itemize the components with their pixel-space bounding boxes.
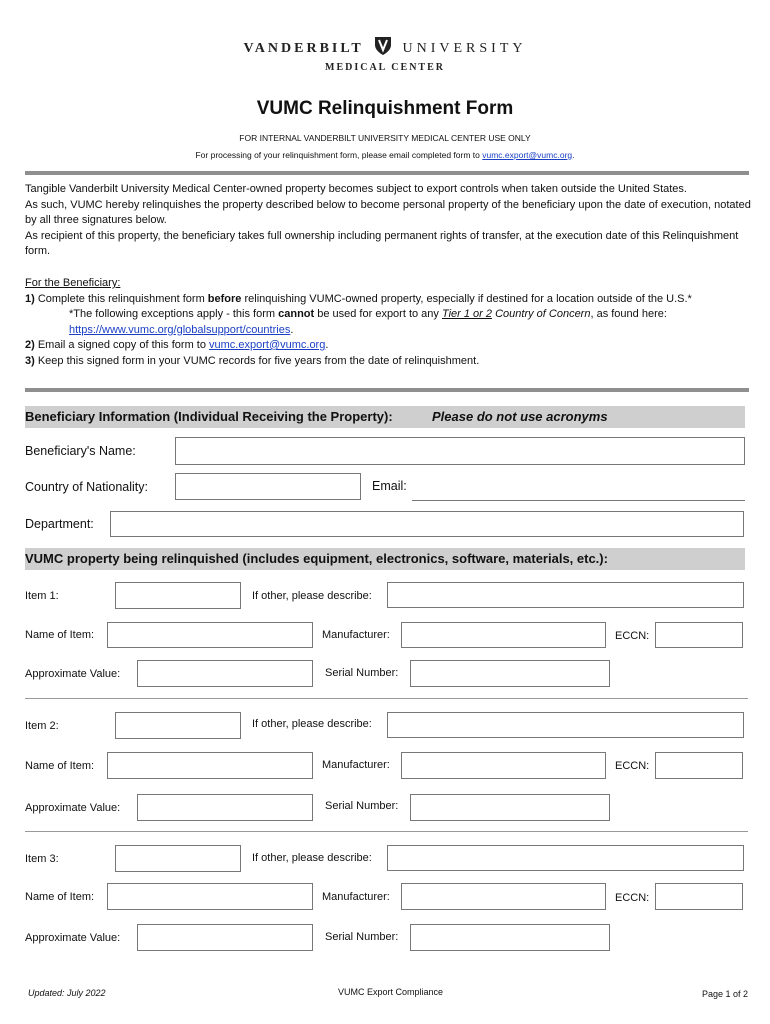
step-1-text-b: relinquishing VUMC-owned property, especially if destined for a location outside of the U.S.*: [241, 292, 692, 305]
item-2-name-field[interactable]: [107, 752, 313, 779]
item-3-value-field[interactable]: [137, 924, 313, 951]
item-3-manufacturer-field[interactable]: [401, 883, 606, 910]
intro-p1: Tangible Vanderbilt University Medical Center-owned property becomes subject to export controls when taken outside the United States.: [25, 183, 687, 195]
exceptions-note: [25, 307, 755, 323]
exc-country-of-concern: Country of Concern: [492, 308, 591, 320]
item-3-serial-label: Serial Number:: [325, 931, 399, 943]
intro-p3: As recipient of this property, the beneficiary takes full ownership including permanent rights of transfer, at the execution date of this Relinquishment form.: [25, 229, 739, 257]
step-1-text-a: Complete this relinquishment form: [34, 292, 208, 305]
item-3-type-field[interactable]: [115, 845, 241, 872]
item-1-other-field[interactable]: [387, 582, 744, 608]
step-1-number: 1): [25, 292, 35, 305]
item-2-manufacturer-label: Manufacturer:: [322, 759, 390, 771]
countries-link[interactable]: https://www.vumc.org/globalsupport/countries: [69, 323, 291, 336]
item-3-eccn-label: ECCN:: [615, 892, 650, 904]
property-heading: VUMC property being relinquished (includes equipment, electronics, software, materials, etc.):: [25, 551, 608, 566]
item-2-name-label: Name of Item:: [25, 760, 95, 772]
logo-vanderbilt-text: VANDERBILT: [243, 41, 364, 56]
instructions-heading: For the Beneficiary:: [25, 277, 121, 289]
instruction-step-3: [25, 354, 755, 370]
item-1-value-label: Approximate Value:: [25, 668, 121, 680]
item-1-name-label: Name of Item:: [25, 629, 95, 641]
item-3-eccn-field[interactable]: [655, 883, 743, 910]
item-2-divider: [25, 831, 748, 832]
beneficiary-name-field[interactable]: [175, 437, 745, 465]
processing-notice: [0, 150, 770, 160]
item-1-divider: [25, 698, 748, 699]
email-field[interactable]: [412, 473, 745, 501]
item-3-value-label: Approximate Value:: [25, 932, 121, 944]
step-3-number: 3): [25, 354, 35, 367]
beneficiary-section-header: [25, 406, 745, 428]
exc-bold: cannot: [278, 308, 315, 320]
item-3-serial-field[interactable]: [410, 924, 610, 951]
step-2-suffix: .: [325, 339, 329, 351]
footer-updated-date: Updated: July 2022: [28, 988, 106, 998]
country-field[interactable]: [175, 473, 361, 500]
logo-medical-center-text: MEDICAL CENTER: [325, 62, 445, 73]
item-3-other-field[interactable]: [387, 845, 744, 871]
item-2-eccn-label: ECCN:: [615, 760, 650, 772]
item-3-label: Item 3:: [25, 853, 59, 865]
processing-suffix: .: [572, 150, 575, 160]
exc-tier: Tier 1 or 2: [441, 308, 493, 320]
beneficiary-instructions: [25, 276, 755, 369]
step-2-text: Email a signed copy of this form to: [34, 339, 210, 351]
item-1-label: Item 1:: [25, 590, 59, 602]
page-title: VUMC Relinquishment Form: [256, 98, 514, 119]
beneficiary-name-label: Beneficiary's Name:: [25, 444, 136, 458]
item-2-value-field[interactable]: [137, 794, 313, 821]
item-1-type-field[interactable]: [115, 582, 241, 609]
exc-text-b: be used for export to any: [314, 308, 442, 320]
exceptions-link-line: [25, 323, 755, 339]
step-2-number: 2): [25, 339, 35, 351]
country-label: Country of Nationality:: [25, 480, 148, 494]
divider-top: [25, 171, 749, 175]
item-1-name-field[interactable]: [107, 622, 313, 648]
item-1-serial-field[interactable]: [410, 660, 610, 687]
instruction-step-2: [25, 338, 755, 354]
department-field[interactable]: [110, 511, 744, 537]
exc-text-d: , as found here:: [590, 308, 667, 320]
item-3-manufacturer-label: Manufacturer:: [322, 891, 390, 903]
item-3-other-label: If other, please describe:: [252, 852, 372, 864]
item-1-serial-label: Serial Number:: [325, 667, 399, 679]
item-1-manufacturer-label: Manufacturer:: [322, 629, 390, 641]
item-1-value-field[interactable]: [137, 660, 313, 687]
processing-email-link[interactable]: vumc.export@vumc.org: [482, 150, 573, 160]
item-2-other-label: If other, please describe:: [252, 718, 372, 730]
footer-page-number: Page 1 of 2: [702, 989, 749, 999]
footer-department: VUMC Export Compliance: [338, 987, 444, 997]
item-1-eccn-label: ECCN:: [615, 630, 650, 642]
item-2-label: Item 2:: [25, 720, 59, 732]
step-1-bold: before: [207, 292, 242, 305]
exc-text-e: .: [290, 323, 294, 336]
item-1-manufacturer-field[interactable]: [401, 622, 606, 648]
internal-use-notice: FOR INTERNAL VANDERBILT UNIVERSITY MEDICAL CENTER USE ONLY: [239, 133, 531, 143]
item-2-type-field[interactable]: [115, 712, 241, 739]
item-3-name-field[interactable]: [107, 883, 313, 910]
vumc-logo: [0, 36, 770, 57]
step-2-email-link[interactable]: vumc.export@vumc.org: [209, 339, 326, 351]
item-3-name-label: Name of Item:: [25, 891, 95, 903]
email-label: Email:: [372, 479, 407, 493]
processing-text: For processing of your relinquishment form, please email completed form to: [195, 150, 483, 160]
no-acronyms-note: Please do not use acronyms: [432, 409, 608, 424]
oak-leaf-shield-icon: [374, 36, 392, 56]
beneficiary-heading: Beneficiary Information (Individual Receiving the Property):: [25, 409, 393, 424]
item-2-value-label: Approximate Value:: [25, 802, 121, 814]
instruction-step-1: [25, 292, 755, 308]
item-2-eccn-field[interactable]: [655, 752, 743, 779]
item-1-eccn-field[interactable]: [655, 622, 743, 648]
item-2-other-field[interactable]: [387, 712, 744, 738]
item-2-serial-field[interactable]: [410, 794, 610, 821]
property-section-header: [25, 548, 745, 570]
logo-university-text: UNIVERSITY: [402, 41, 527, 56]
item-2-manufacturer-field[interactable]: [401, 752, 606, 779]
department-label: Department:: [25, 517, 94, 531]
step-3-text: Keep this signed form in your VUMC records for five years from the date of relinquishment.: [34, 354, 480, 367]
item-1-other-label: If other, please describe:: [252, 590, 372, 602]
intro-text: [25, 182, 755, 260]
item-2-serial-label: Serial Number:: [325, 800, 399, 812]
intro-p2: As such, VUMC hereby relinquishes the property described below to become personal property of the beneficiary upon the date of execution, notated by all three signatures below.: [25, 198, 751, 226]
exc-text-a: *The following exceptions apply - this form: [69, 308, 279, 320]
divider-middle: [25, 388, 749, 392]
